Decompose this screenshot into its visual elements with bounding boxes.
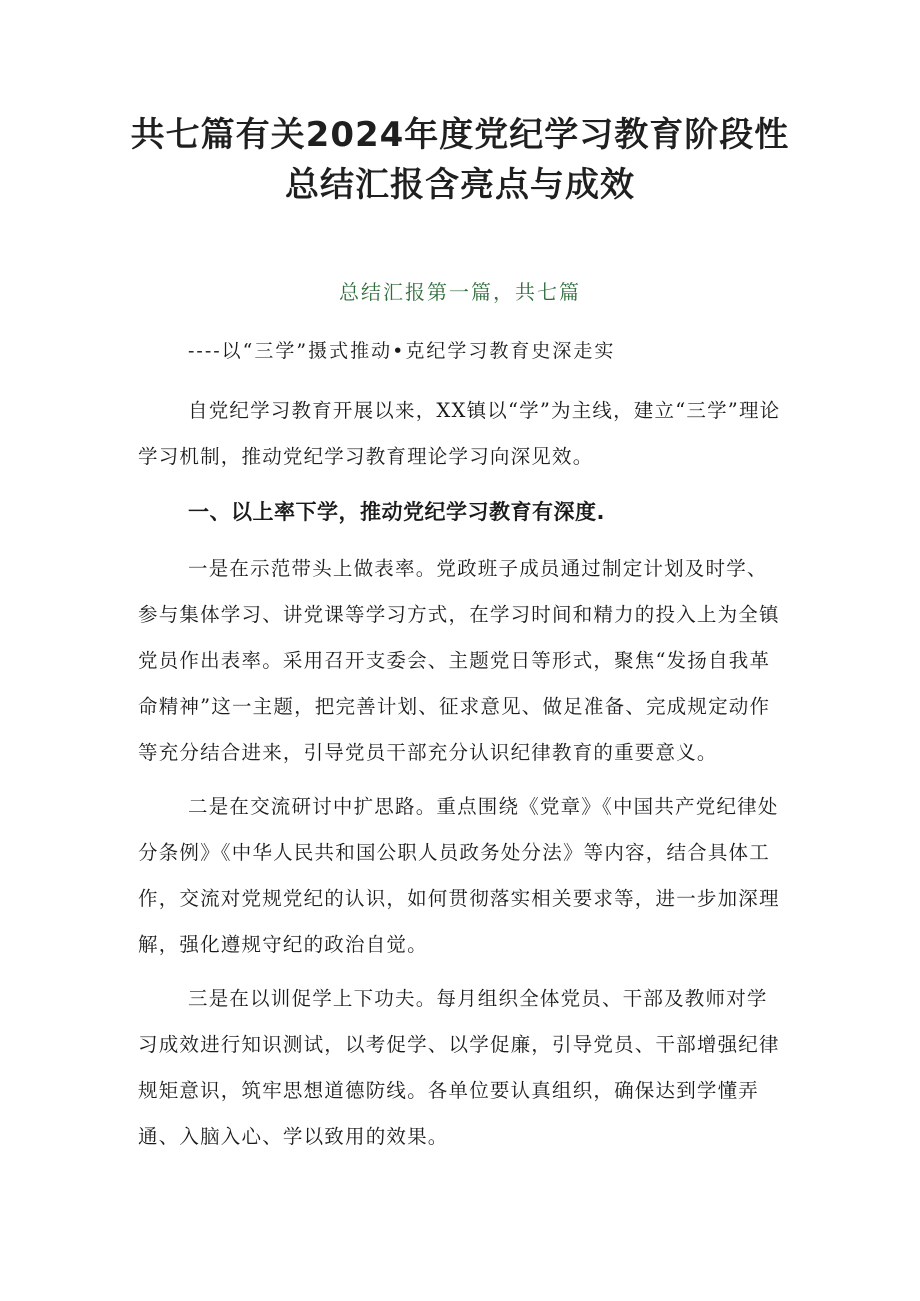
body-paragraph-3: 三是在以训促学上下功夫。每月组织全体党员、干部及教师对学习成效进行知识测试，以考促学、以学促廉，引导党员、干部增强纪律规矩意识，筑牢思想道德防线。各单位要认真组织，确保达到学懂弄通、入脑入心、学以致用的效果。 [138, 987, 780, 1148]
intro-paragraph: 自党纪学习教育开展以来，XX镇以“学”为主线，建立“三学”理论学习机制，推动党纪学习教育理论学习向深见效。 [138, 399, 781, 468]
document-tagline: ----以“三学”摄式推动•克纪学习教育史深走实 [188, 340, 616, 362]
section-heading-1: 一、以上率下学，推动党纪学习教育有深度. [188, 500, 605, 524]
body-paragraph-1: 一是在示范带头上做表率。党政班子成员通过制定计划及时学、参与集体学习、讲党课等学习方式，在学习时间和精力的投入上为全镇党员作出表率。采用召开支委会、主题党日等形式，聚焦“发扬自我革命精神”这一主题，把完善计划、征求意见、做足准备、完成规定动作等充分结合进来，引导党员干部充分认识纪律教育的重要意义。 [138, 557, 780, 764]
document-subtitle: 总结汇报第一篇，共七篇 [339, 280, 581, 304]
document-title-line2: 总结汇报含亮点与成效 [285, 165, 635, 205]
body-paragraph-2: 二是在交流研讨中扩思路。重点围绕《党章》《中国共产党纪律处分条例》《中华人民共和国公职人员政务处分法》等内容，结合具体工作，交流对党规党纪的认识，如何贯彻落实相关要求等，进一步加深理解，强化遵规守纪的政治自觉。 [138, 795, 780, 956]
document-title-line1: 共七篇有关2024年度党纪学习教育阶段性 [130, 115, 790, 155]
